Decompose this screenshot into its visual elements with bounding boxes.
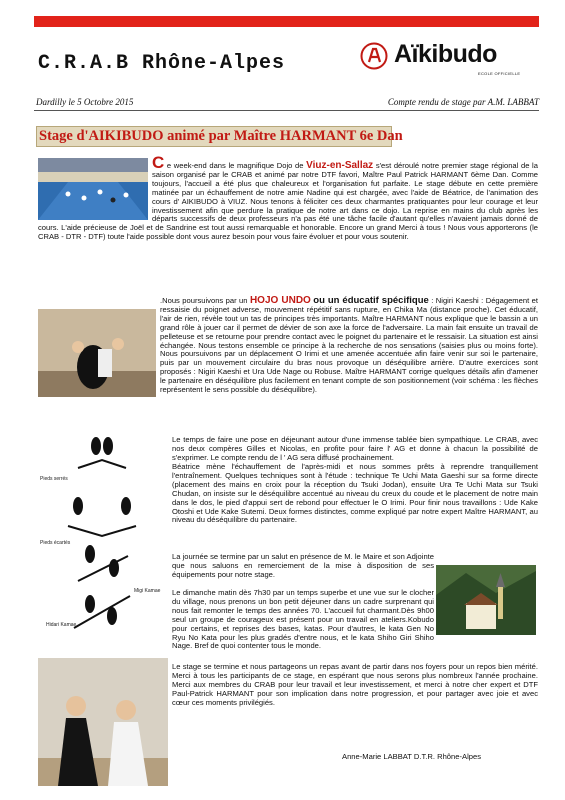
paragraph-4: Béatrice mène l'échauffement de l'après-midi et nous sommes prêts à reprendre tranquillement l'entraînement. Quelques techniques sont à l'étude : technique Te Uchi Mata Gaeshi sur sa forme directe (placement des mains en croix pour la réception du Tsuki Jodan), ensuite Ura Te Uchi Mata sur Tsuki Chudan, on insiste sur le déséquilibre accentué au niveau du creux du coude et le placement de notre main dans le dos, le pied d'appui sert de rebond pour effectuer le O Irimi. Pour finir nous travaillons : Ude Kake Otoshi et Ude Kake Sutemi. Deux formes distinctes, comme expliqué par notre expert Maître HARMANT, au niveau du déséquilibre du partenaire. — [172, 462, 538, 525]
header-rule — [34, 110, 539, 111]
logo-wordmark: Aïkibudo — [394, 40, 497, 68]
paragraph-2: .Nous poursuivons par un HOJO UNDO ou un éducatif spécifique : Nigiri Kaeshi : Dégagement et ressaisie du poignet adverse, mouvement répétitif sans rupture, en Chika Ma (distance proche). Cet éducatif, l'air de rien, révèle tout un tas de principes très importants. Maître HARMANT nous explique que le bassin a un grand rôle à jouer car il permet de dévier de son axe la force de l'adversaire. La main fait ensuite un travail de pelleteuse et se retourne pour prendre contact avec le poignet du partenaire et le ressaisir. La situation est ainsi échangée. Nous testons ensemble ce principe à la recherche de nos sensations (saisies plus ou moins forte). Nous poursuivons par un déplacement O Irimi et une amenée accentuée afin faire venir sur soi le partenaire, puis par un mouvement circulaire du bras nous provoque un déséquilibre arrière. D'autre exercices sont proposés : Nigiri Kaeshi et Ura Ude Nage ou Robuse. Maître HARMANT corrige quelques détails afin d'amener le partenaire en déséquilibre plus facilement en tenant compte de son positionnement (voir schéma : les flèches représentent le sens possible du déséquilibre). — [160, 295, 538, 395]
label-migi-kamae: Migi Kamae — [134, 588, 161, 594]
meta-line — [36, 97, 539, 107]
paragraph-6: Le dimanche matin dès 7h30 par un temps superbe et une vue sur le clocher du village, nous prenons un bon petit déjeuner dans un cadre surprenant qui nous fait remonter le temps des années 70. L'accueil fut charmant.Dès 9h00 seul un groupe de courageux est présent pour un travail en ateliers.Kobudo pour certains, et reprises des bases, katas. Pour d'autres, le kata Gen No Ryu No Kata pour les plus gradés d'entre nous, et le kata Shiho Giri Shiho Nage. Bref de quoi contenter tous le monde. — [172, 588, 434, 651]
educatif-label: ou un éducatif spécifique — [313, 295, 429, 306]
drop-cap: C — [152, 153, 165, 172]
migi-kamae-feet-icon — [78, 545, 128, 581]
paragraph-1: C e week-end dans le magnifique Dojo de Viuz-en-Sallaz s'est déroulé notre premier stage régional de la saison organisé par le CRAB et animé par notre DTF favori, Maître Paul Patrick HARMANT 6ème Dan. Comme toujours, l'accueil a été plus que chaleureux et l'organisation fut parfaite. Le stage débute en cette première matinée par un échauffement de notre amie Nadine qui est chargée, avec l'aide de Béatrice, de l'animation des cours d' AIKIBUDO à VIUZ. Nous tenons à féliciter ces deux charmantes pratiquantes pour leur courage et leur investissement afin que perdure la pratique de notre art dans ce dojo. La reprise en mains du club après les départs successifs de deux professeurs n'a pas été une tâche facile d'autant qu'elles n'avaient jamais donné de cours. L'aide précieuse de Joël et de Sandrine est tout aussi remarquable et honorable. Encore un grand Merci à tous ! Nous vous apporterons (le CRAB - DTR - DTF) toute l'aide possible dont vous aurez besoin pour vous faire évoluer et pour vous soutenir. — [38, 153, 538, 242]
village-photo — [436, 565, 536, 635]
aikibudo-logo — [360, 38, 540, 86]
label-hidari-kamae: Hidari Kamae — [46, 622, 77, 628]
pieds-serres-feet-icon — [78, 437, 126, 468]
header-red-bar — [34, 16, 539, 27]
footwork-diagram — [38, 436, 166, 632]
org-title: C.R.A.B Rhône-Alpes — [38, 52, 286, 75]
group-photo — [38, 658, 168, 786]
place-name: Viuz-en-Sallaz — [306, 160, 374, 171]
article-title: Stage d'AIKIBUDO animé par Maître HARMANT 6e Dan — [36, 126, 392, 147]
report-author: Compte rendu de stage par A.M. LABBAT — [387, 97, 539, 107]
paragraph-7: Le stage se termine et nous partageons un repas avant de partir dans nos foyers pour un repos bien mérité. Merci à tous les participants de ce stage, en espérant que nous serons plus nombreux l'année prochaine. Merci aux membres du CRAB pour leur travail et leur investissement, et merci à notre cher expert et DTF Paul-Patrick HARMANT pour son implication dans notre progression, et pour partager avec joie et avec cœur ces moments privilégiés. — [172, 662, 538, 707]
logo-tagline: ECOLE OFFICIELLE — [478, 71, 521, 76]
paragraph-5: La journée se termine par un salut en présence de M. le Maire et son Adjointe que nous saluons en remerciement de la mise à disposition de ses équipements pour notre stage. — [172, 552, 434, 579]
hojo-undo: HOJO UNDO — [249, 295, 311, 306]
logo-mark-icon — [360, 42, 388, 70]
place-date: Dardilly le 5 Octobre 2015 — [36, 97, 134, 107]
signature: Anne-Marie LABBAT D.T.R. Rhône-Alpes — [342, 752, 481, 761]
hidari-kamae-feet-icon — [74, 595, 130, 628]
pieds-ecartes-feet-icon — [68, 497, 136, 536]
label-pieds-ecartes: Pieds écartés — [40, 540, 71, 546]
paragraph-3: Le temps de faire une pose en déjeunant autour d'une immense tablée bien sympathique. Le CRAB, avec nos deux compères Gilles et Nicolas, en profite pour faire l' AG et donne à chacun la possibilité de s'exprimer. Le compte rendu de l ' AG sera diffusé prochainement. — [172, 435, 538, 462]
label-pieds-serres: Pieds serrés — [40, 476, 68, 482]
